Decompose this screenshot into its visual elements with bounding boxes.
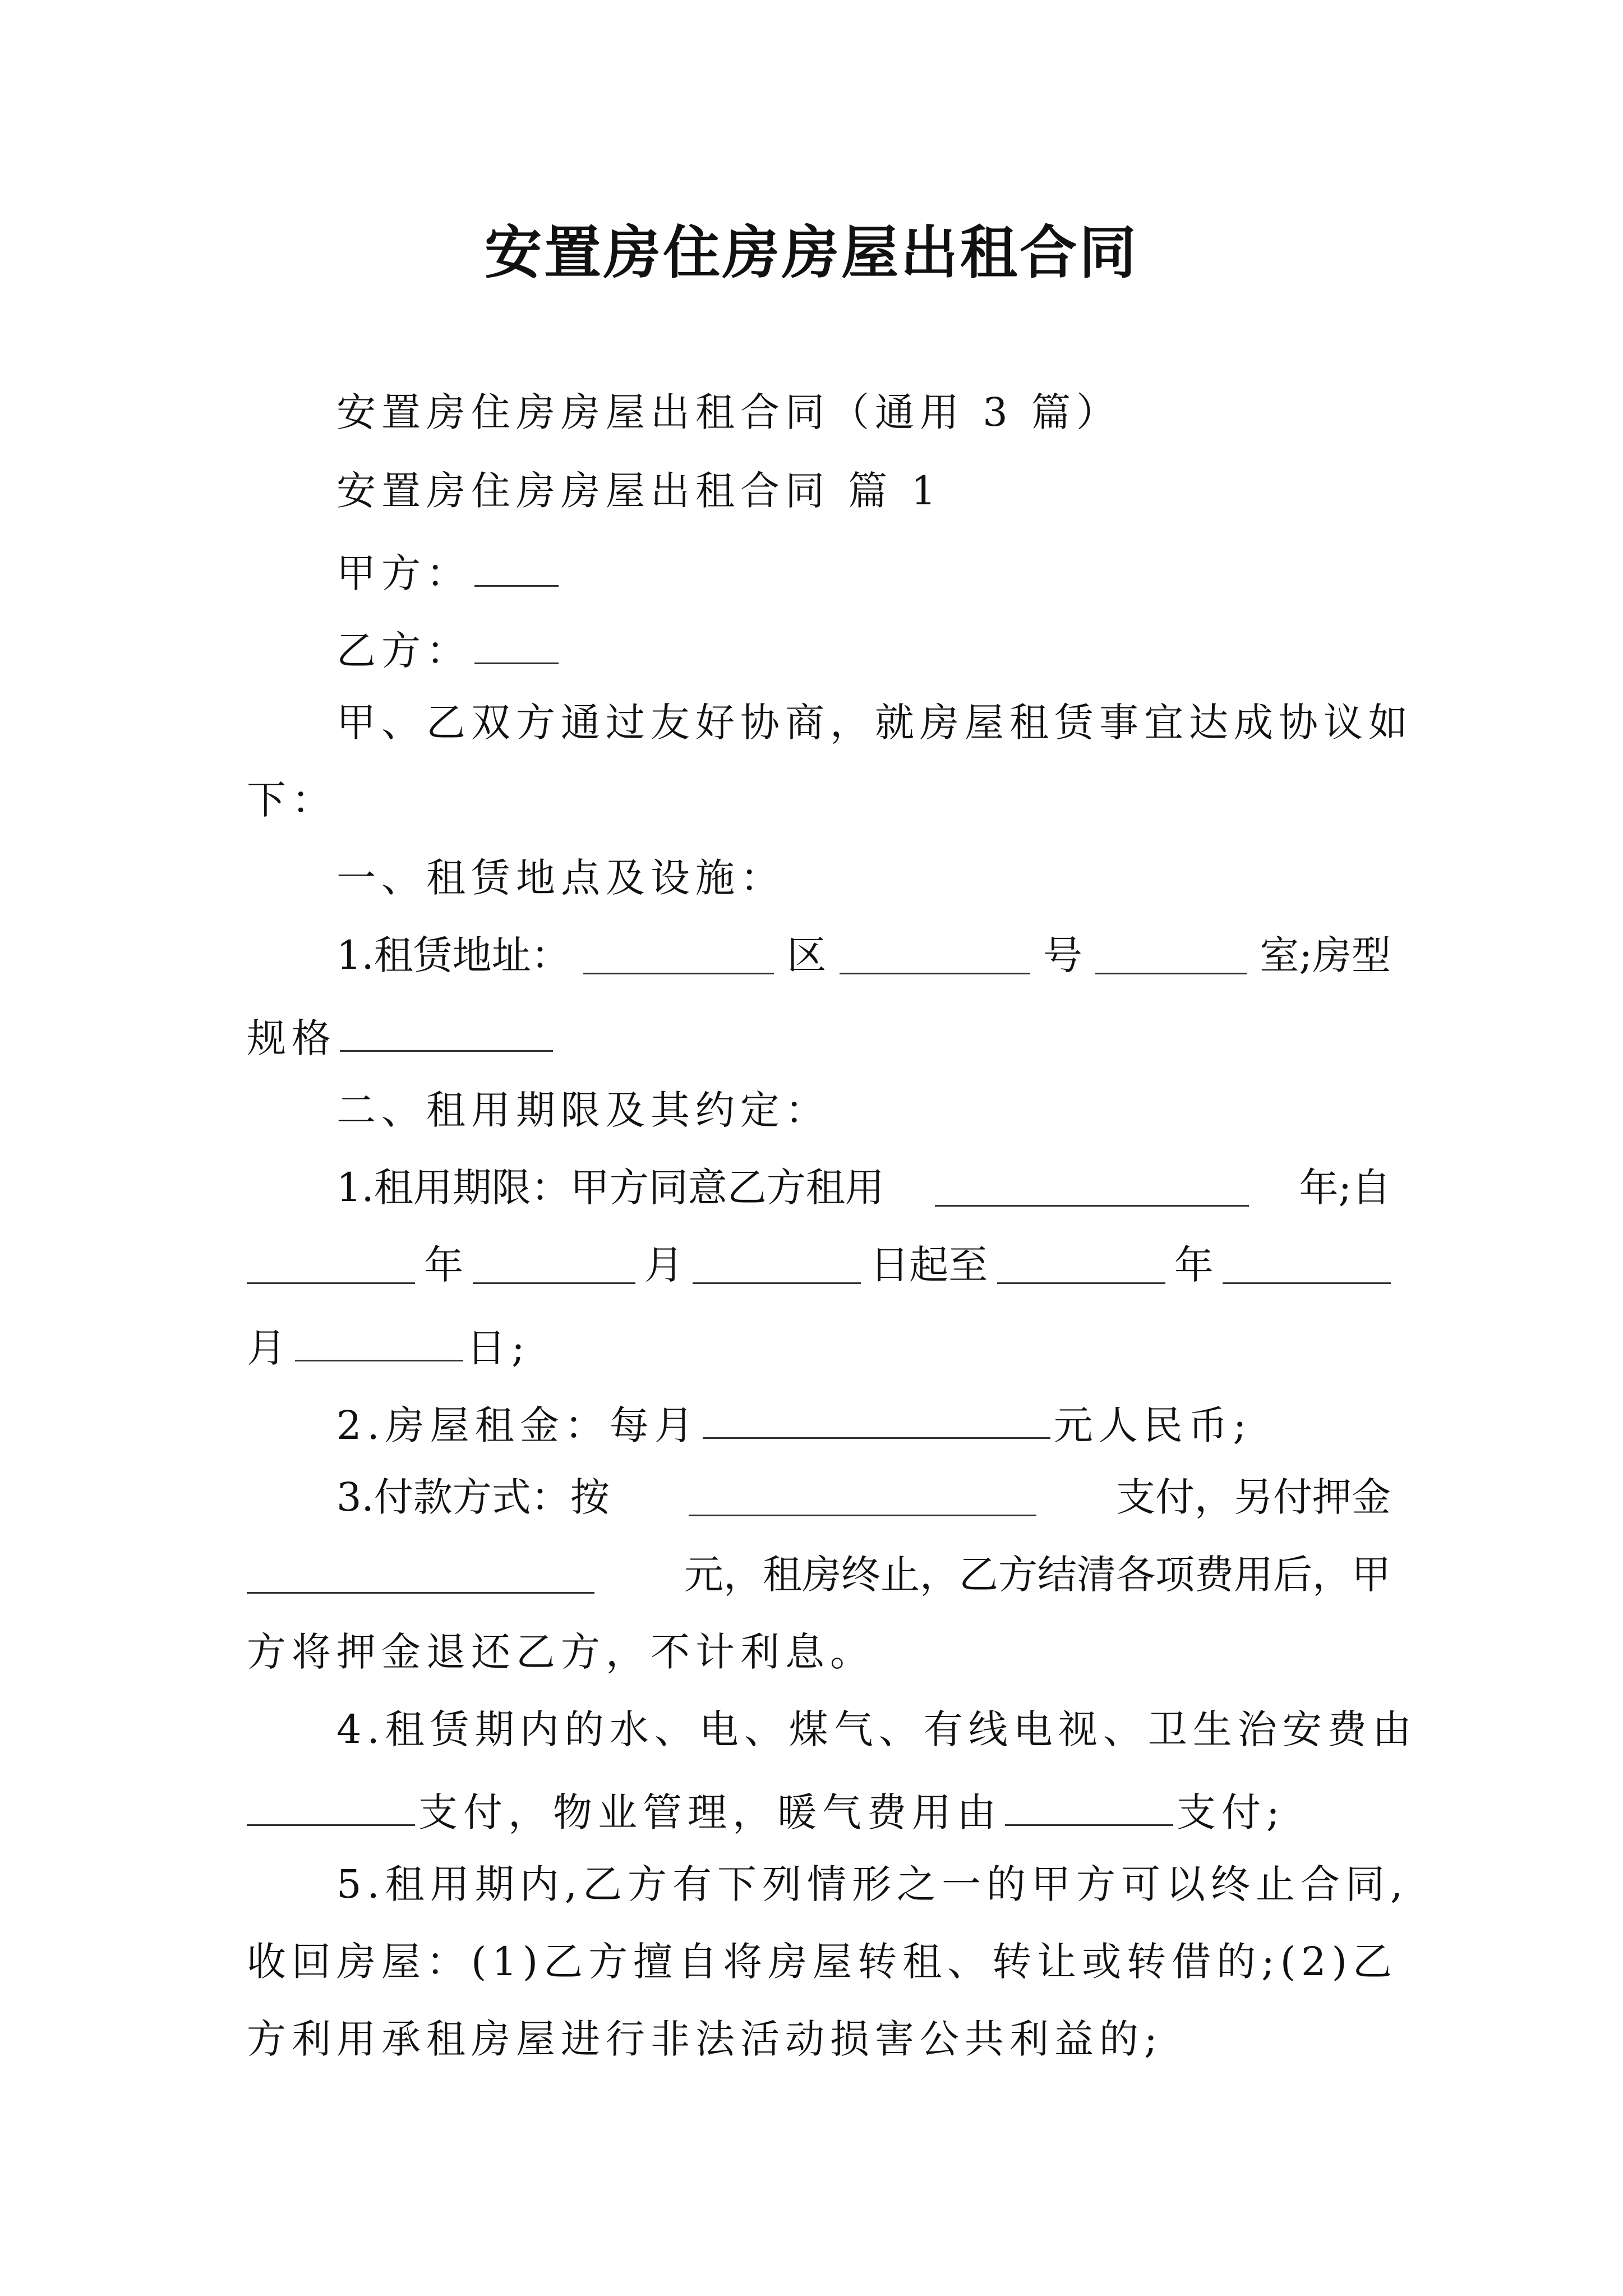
section-2-heading: 二、租用期限及其约定：	[336, 1087, 830, 1133]
document-title: 安置房住房房屋出租合同	[485, 220, 1138, 287]
term-line	[336, 1165, 1391, 1211]
rent-line	[336, 1400, 1391, 1448]
deposit-blank	[247, 1555, 594, 1594]
spec-label: 规格	[247, 1015, 336, 1061]
district-label: 区	[787, 932, 827, 978]
end-day-blank	[295, 1323, 463, 1361]
payment-method-blank	[689, 1478, 1036, 1516]
rent-blank	[703, 1400, 1050, 1439]
room-blank	[1095, 936, 1247, 974]
number-blank	[840, 936, 1030, 974]
termination-line-3: 方利用承租房屋进行非法活动损害公共利益的;	[247, 2016, 1163, 2062]
term-from-label: 年;自	[1299, 1165, 1391, 1211]
end-year-label: 年	[1174, 1242, 1214, 1288]
rent-unit: 元人民币;	[1053, 1402, 1252, 1448]
address-line	[336, 932, 1391, 978]
party-a-blank	[474, 548, 559, 587]
party-b-line	[336, 625, 1391, 674]
utilities-text: 支付，物业管理，暖气费用由	[418, 1789, 1002, 1835]
utilities-line-1: 4.租赁期内的水、电、煤气、有线电视、卫生治安费由	[336, 1706, 1417, 1752]
heating-text: 支付;	[1177, 1789, 1285, 1835]
heating-payer-blank	[1005, 1787, 1173, 1826]
date-end-line	[247, 1323, 1391, 1371]
start-month-blank	[473, 1245, 635, 1284]
room-label: 室;房型	[1260, 932, 1391, 978]
term-years-blank	[935, 1168, 1249, 1207]
start-year-label: 年	[424, 1242, 464, 1288]
document-heading: 安置房住房房屋出租合同（通用 3 篇）	[336, 389, 1122, 435]
start-year-blank	[247, 1245, 415, 1284]
payment-line	[336, 1474, 1391, 1520]
deposit-refund-line: 方将押金退还乙方，不计利息。	[247, 1629, 875, 1675]
party-a-label: 甲方：	[336, 550, 471, 596]
section-heading: 安置房住房房屋出租合同 篇 1	[336, 468, 942, 514]
utilities-payer-blank	[247, 1787, 415, 1826]
party-b-label: 乙方：	[336, 628, 471, 674]
rent-label: 2.房屋租金：每月	[336, 1402, 699, 1448]
payment-label: 3.付款方式：按	[336, 1474, 610, 1520]
section-1-heading: 一、租赁地点及设施：	[336, 855, 785, 901]
deposit-line	[247, 1552, 1391, 1598]
intro-line-2: 下：	[247, 777, 336, 823]
end-day-label: 日;	[467, 1325, 531, 1371]
utilities-line-2	[247, 1787, 1391, 1835]
start-day-label: 日起至	[870, 1242, 988, 1288]
spec-blank	[340, 1013, 553, 1052]
start-month-label: 月	[644, 1242, 684, 1288]
termination-line-1: 5.租用期内,乙方有下列情形之一的甲方可以终止合同,	[336, 1861, 1409, 1907]
party-a-line	[336, 548, 1391, 596]
end-month-blank	[1223, 1245, 1391, 1284]
number-label: 号	[1043, 932, 1082, 978]
party-b-blank	[474, 625, 559, 664]
end-year-blank	[997, 1245, 1165, 1284]
date-range-line	[247, 1242, 1391, 1288]
address-label: 1.租赁地址：	[336, 932, 570, 978]
start-day-blank	[693, 1245, 861, 1284]
district-blank	[583, 936, 774, 974]
deposit-label: 支付，另付押金	[1115, 1474, 1391, 1520]
deposit-text: 元，租房终止，乙方结清各项费用后，甲	[684, 1552, 1391, 1598]
end-month-label: 月	[247, 1325, 292, 1371]
term-label: 1.租用期限：甲方同意乙方租用	[336, 1165, 884, 1211]
termination-line-2: 收回房屋：(1)乙方擅自将房屋转租、转让或转借的;(2)乙	[247, 1939, 1398, 1985]
spec-line	[247, 1013, 1391, 1061]
intro-line-1: 甲、乙双方通过友好协商，就房屋租赁事宜达成协议如	[336, 700, 1413, 746]
